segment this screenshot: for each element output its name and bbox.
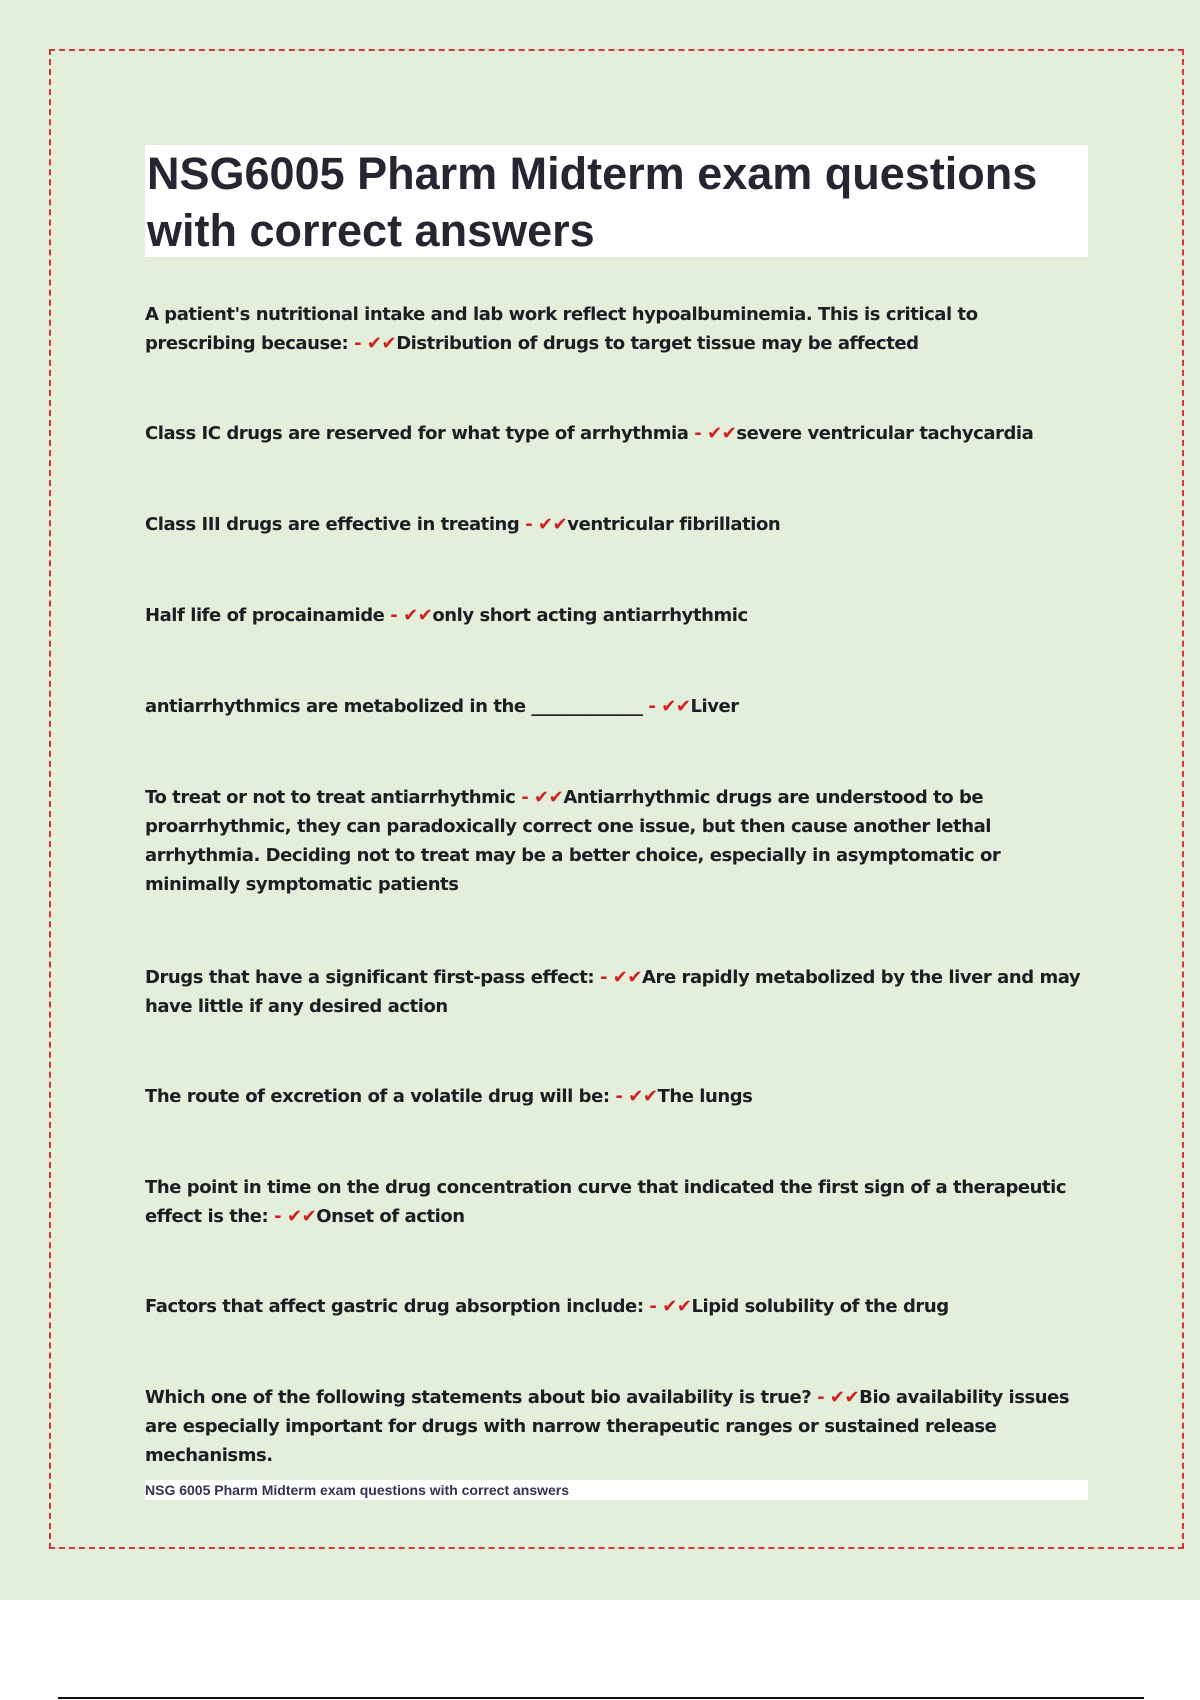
- title-banner: [145, 145, 1088, 257]
- double-check-icon: ✔✔: [662, 1296, 692, 1317]
- answer-separator: -: [642, 696, 662, 717]
- qa-item: [145, 510, 1090, 539]
- qa-item: [145, 1082, 1090, 1111]
- qa-item: [145, 300, 1090, 358]
- answer-text: severe ventricular tachycardia: [736, 423, 1034, 444]
- answer-text: only short acting antiarrhythmic: [432, 605, 748, 626]
- qa-item: [145, 783, 1090, 899]
- answer-separator: -: [811, 1387, 830, 1408]
- question-text: The point in time on the drug concentration curve that indicated the first sign of a therapeutic effect is the:: [145, 1177, 1067, 1227]
- question-text: Half life of procainamide: [145, 605, 385, 626]
- document-title: NSG6005 Pharm Midterm exam questions with correct answers: [147, 148, 1038, 256]
- page-footer: [145, 1480, 1088, 1500]
- answer-separator: -: [348, 333, 367, 354]
- double-check-icon: ✔✔: [707, 423, 737, 444]
- question-text: The route of excretion of a volatile drug will be:: [145, 1086, 610, 1107]
- question-text: antiarrhythmics are metabolized in the _____________: [145, 696, 643, 717]
- qa-item: [145, 692, 1090, 721]
- double-check-icon: ✔✔: [628, 1086, 658, 1107]
- double-check-icon: ✔✔: [538, 514, 568, 535]
- answer-text: Antiarrhythmic drugs are understood to be proarrhythmic, they can paradoxically correct one issue, but then cause another lethal arrhythmia. Deciding not to treat may be a better choice, especially in asymptomatic or minimally symptomatic patients: [145, 787, 1001, 895]
- question-text: Factors that affect gastric drug absorption include:: [145, 1296, 644, 1317]
- footer-text: NSG 6005 Pharm Midterm exam questions with correct answers: [145, 1482, 570, 1498]
- double-check-icon: ✔✔: [612, 967, 643, 988]
- answer-separator: -: [268, 1206, 287, 1227]
- double-check-icon: ✔✔: [661, 696, 691, 717]
- qa-item: [145, 1383, 1090, 1470]
- question-text: To treat or not to treat antiarrhythmic: [145, 787, 516, 808]
- qa-item: [145, 963, 1090, 1021]
- answer-separator: -: [688, 423, 708, 444]
- answer-text: Liver: [690, 696, 739, 717]
- answer-text: Lipid solubility of the drug: [691, 1296, 949, 1317]
- answer-text: Distribution of drugs to target tissue may be affected: [396, 333, 919, 354]
- answer-text: Are rapidly metabolized by the liver and may have little if any desired action: [145, 967, 1081, 1017]
- answer-text: The lungs: [657, 1086, 753, 1107]
- qa-item: [145, 601, 1090, 630]
- double-check-icon: ✔✔: [286, 1206, 317, 1227]
- answer-text: Onset of action: [316, 1206, 465, 1227]
- question-text: Drugs that have a significant first-pass effect:: [145, 967, 595, 988]
- answer-separator: -: [609, 1086, 629, 1107]
- question-text: Class III drugs are effective in treating: [145, 514, 520, 535]
- answer-separator: -: [643, 1296, 663, 1317]
- answer-text: ventricular fibrillation: [567, 514, 781, 535]
- qa-item: [145, 1292, 1090, 1321]
- answer-text: Bio availability issues are especially important for drugs with narrow therapeutic ranges or sustained release mechanisms.: [145, 1387, 1070, 1466]
- question-text: Which one of the following statements about bio availability is true?: [145, 1387, 812, 1408]
- question-text: A patient's nutritional intake and lab work reflect hypoalbuminemia. This is critical to prescribing because:: [145, 304, 978, 354]
- bottom-divider: [58, 1697, 1144, 1699]
- answer-separator: -: [515, 787, 535, 808]
- question-text: Class IC drugs are reserved for what type of arrhythmia: [145, 423, 689, 444]
- double-check-icon: ✔✔: [829, 1387, 860, 1408]
- double-check-icon: ✔✔: [366, 333, 397, 354]
- double-check-icon: ✔✔: [534, 787, 564, 808]
- qa-item: [145, 1173, 1090, 1231]
- double-check-icon: ✔✔: [403, 605, 433, 626]
- answer-separator: -: [384, 605, 404, 626]
- answer-separator: -: [594, 967, 613, 988]
- answer-separator: -: [519, 514, 539, 535]
- qa-item: [145, 419, 1090, 448]
